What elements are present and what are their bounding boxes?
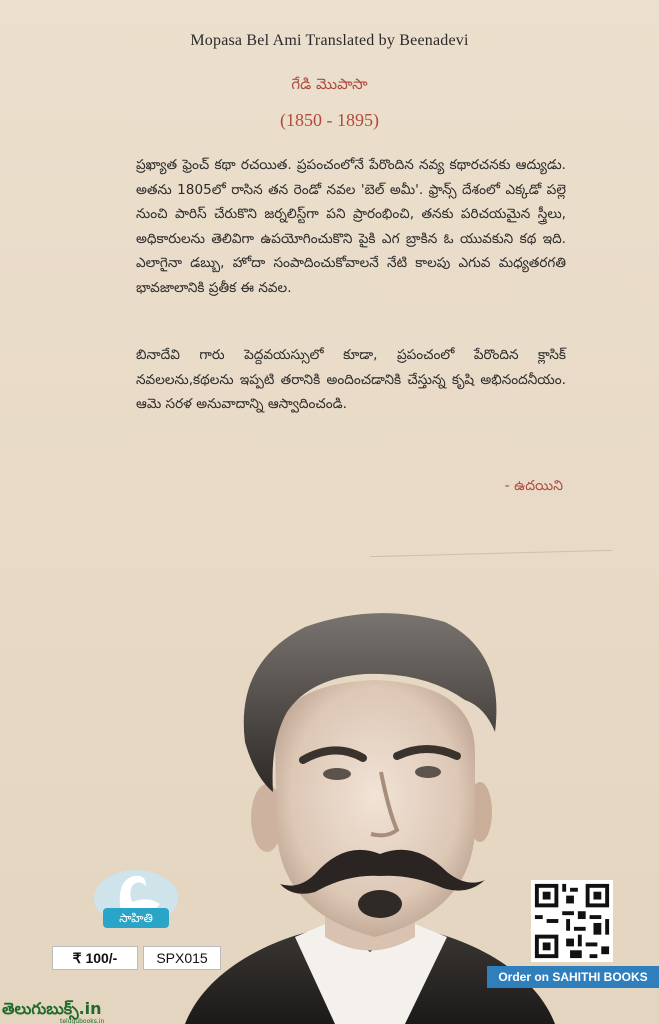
author-years: (1850 - 1895): [280, 110, 379, 130]
divider-line: [370, 550, 612, 557]
publisher-name: సాహితి: [103, 908, 169, 928]
author-portrait: [175, 592, 565, 1024]
site-brand[interactable]: [2, 999, 105, 1024]
blurb-paragraph-1: ప్రఖ్యాత ఫ్రెంచ్ కథా రచయిత. ప్రపంచంలోనే పేరొందిన నవ్య కథారచనకు ఆద్యుడు. అతను 1805లో రాసిన తన రెండో నవల 'బెల్ అమీ'. ఫ్రాన్స్ దేశంలో ఎక్కడో పల్లె నుంచి పారిస్ చేరుకొని జర్నలిస్ట్‌గా పని ప్రారంభించి, తనకు పరిచయమైన స్త్రీలు, అధికారులను తెలివిగా ఉపయోగించుకొని పైకి ఎగ బ్రాకిన ఓ యువకుని కథ ఇది. ఎలాగైనా డబ్బు, హోదా సంపాదించుకోవాలనే నేటి కాలపు ఎగువ మధ్యతరగతి భావజాలానికి ప్రతీక ఈ నవల.: [136, 157, 566, 296]
order-link[interactable]: Order on SAHITHI BOOKS: [487, 966, 659, 988]
qr-code-icon[interactable]: [531, 880, 613, 962]
blurb-signature: - ఉదయిని: [504, 478, 563, 494]
product-code: SPX015: [143, 946, 221, 970]
book-title: Mopasa Bel Ami Translated by Beenadevi: [190, 32, 469, 49]
price-tag: ₹ 100/-: [52, 946, 138, 970]
site-brand-name: తెలుగుబుక్స్.in: [2, 999, 102, 1018]
blurb-paragraph-2: బినాదేవి గారు పెద్దవయస్సులో కూడా, ప్రపంచంలో పేరొందిన క్లాసిక్ నవలలను,కథలను ఇప్పటి తరానికి అందించడానికి చేస్తున్న కృషి అభినందనీయం. ఆమె సరళ అనువాదాన్ని ఆస్వాదించండి.: [136, 347, 566, 412]
swan-icon: [90, 860, 182, 940]
publisher-logo: [90, 860, 182, 940]
author-name: గేడి మొపాసా: [291, 75, 368, 93]
site-brand-subtitle: telugubooks.in: [60, 1018, 105, 1024]
